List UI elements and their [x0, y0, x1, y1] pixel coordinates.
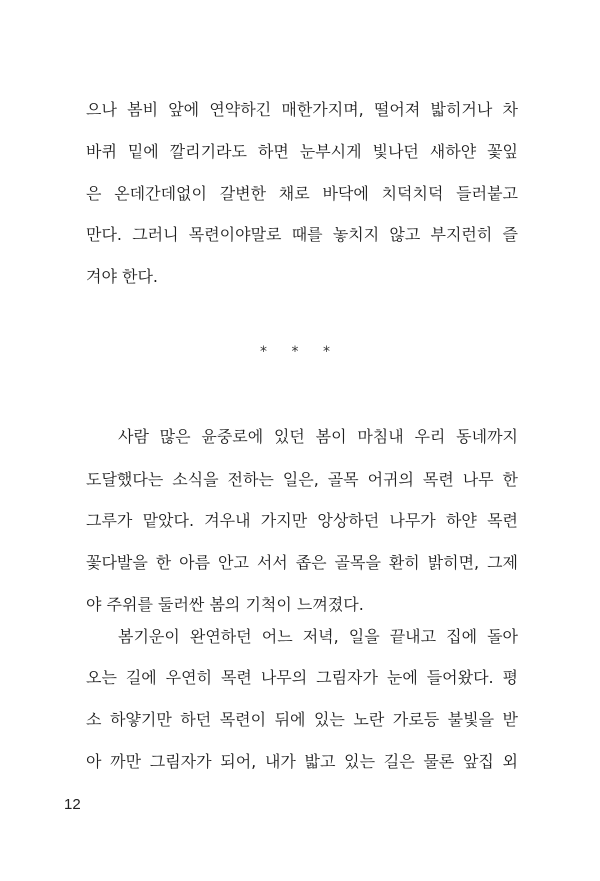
- text-line: 소 하얗기만 하던 목련이 뒤에 있는 노란 가로등 불빛을 받: [86, 710, 518, 729]
- text-line: 꽃다발을 한 아름 안고 서서 좁은 골목을 환히 밝히면, 그제: [86, 553, 518, 572]
- text-line: 아 까만 그림자가 되어, 내가 밟고 있는 길은 물론 앞집 외: [86, 752, 518, 771]
- text-line: 겨야 한다.: [86, 267, 158, 286]
- text-line: 봄기운이 완연하던 어느 저녁, 일을 끝내고 집에 돌아: [118, 627, 518, 646]
- text-line: 야 주위를 둘러싼 봄의 기척이 느껴졌다.: [86, 595, 364, 614]
- text-line: 사람 많은 윤중로에 있던 봄이 마침내 우리 동네까지: [118, 427, 518, 446]
- text-line: 오는 길에 우연히 목련 나무의 그림자가 눈에 들어왔다. 평: [86, 668, 518, 687]
- text-line: 만다. 그러니 목련이야말로 때를 놓치지 않고 부지런히 즐: [86, 225, 518, 244]
- text-line: 그루가 맡았다. 겨우내 가지만 앙상하던 나무가 하얀 목련: [86, 511, 518, 530]
- text-line: 도달했다는 소식을 전하는 일은, 골목 어귀의 목련 나무 한: [86, 470, 518, 489]
- section-separator: * * *: [260, 344, 340, 360]
- text-line: 은 온데간데없이 갈변한 채로 바닥에 치덕치덕 들러붙고: [86, 184, 518, 203]
- text-line: 바퀴 밑에 깔리기라도 하면 눈부시게 빛나던 새하얀 꽃잎: [86, 142, 518, 161]
- page-number: 12: [64, 796, 81, 813]
- text-line: 으나 봄비 앞에 연약하긴 매한가지며, 떨어져 밟히거나 차: [86, 100, 518, 119]
